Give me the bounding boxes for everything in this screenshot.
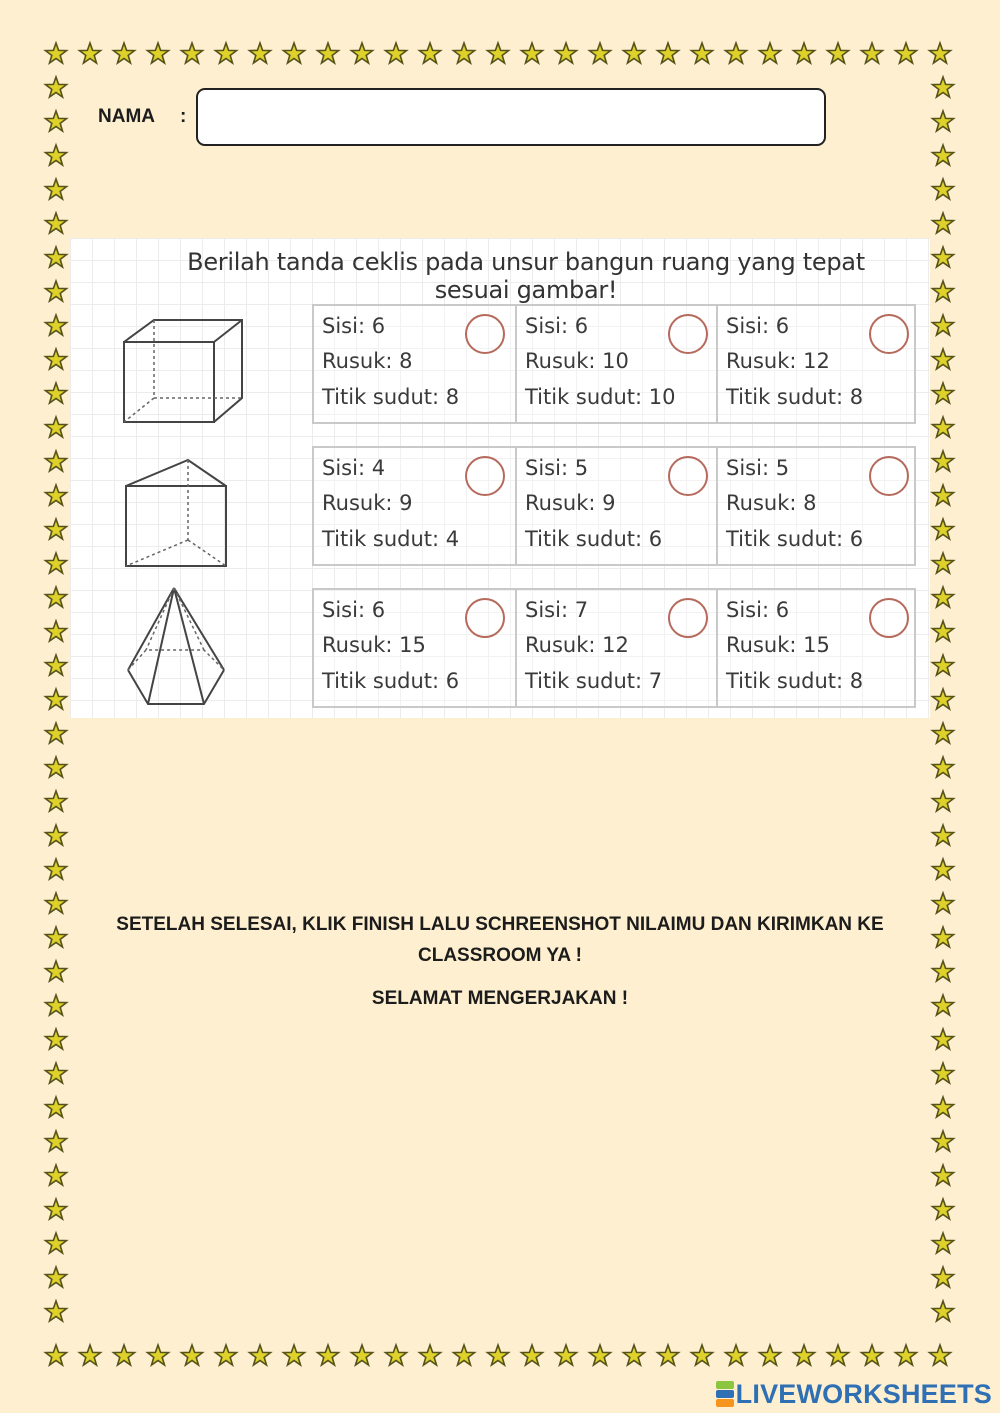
- star-icon: [933, 383, 954, 403]
- star-icon: [933, 825, 954, 845]
- star-icon: [933, 893, 954, 913]
- star-icon: [46, 621, 67, 641]
- name-input[interactable]: [196, 88, 826, 146]
- star-icon: [896, 1345, 917, 1365]
- star-icon: [590, 1345, 611, 1365]
- star-icon: [933, 1301, 954, 1321]
- answer-option: [716, 306, 917, 422]
- star-icon: [933, 1165, 954, 1185]
- star-icon: [933, 723, 954, 743]
- star-icon: [933, 757, 954, 777]
- option-rusuk: Rusuk: 15: [322, 633, 426, 657]
- star-icon: [933, 553, 954, 573]
- option-sisi: Sisi: 6: [525, 314, 589, 338]
- option-rusuk: Rusuk: 12: [726, 349, 830, 373]
- star-icon: [933, 1267, 954, 1287]
- answer-option: [314, 448, 515, 564]
- option-titik-sudut: Titik sudut: 6: [726, 527, 864, 551]
- star-icon: [114, 1345, 135, 1365]
- star-icon: [933, 689, 954, 709]
- star-icon: [933, 1131, 954, 1151]
- star-icon: [46, 1345, 67, 1365]
- option-sisi: Sisi: 6: [726, 314, 790, 338]
- closing-message: SELAMAT MENGERJAKAN !: [371, 988, 629, 1009]
- star-icon: [933, 315, 954, 335]
- star-icon: [933, 111, 954, 131]
- option-rusuk: Rusuk: 15: [726, 633, 830, 657]
- star-icon: [933, 281, 954, 301]
- star-icon: [488, 1345, 509, 1365]
- option-sisi: Sisi: 6: [322, 598, 386, 622]
- star-icon: [216, 1345, 237, 1365]
- star-icon: [46, 519, 67, 539]
- star-icon: [488, 43, 509, 63]
- option-titik-sudut: Titik sudut: 6: [525, 527, 663, 551]
- option-titik-sudut: Titik sudut: 4: [322, 527, 460, 551]
- option-rusuk: Rusuk: 9: [525, 491, 616, 515]
- star-icon: [46, 893, 67, 913]
- star-icon: [46, 77, 67, 97]
- star-icon: [46, 757, 67, 777]
- star-icon: [148, 43, 169, 63]
- liveworksheets-branding[interactable]: [716, 1377, 992, 1411]
- star-icon: [386, 43, 407, 63]
- worksheet-title: Berilah tanda ceklis pada unsur bangun ruang yang tepat sesuai gambar!: [187, 248, 865, 304]
- star-icon: [933, 519, 954, 539]
- star-icon: [318, 43, 339, 63]
- star-icon: [760, 1345, 781, 1365]
- star-icon: [46, 1097, 67, 1117]
- star-icon: [933, 179, 954, 199]
- star-icon: [46, 213, 67, 233]
- star-icon: [46, 315, 67, 335]
- star-icon: [46, 451, 67, 471]
- star-icon: [148, 1345, 169, 1365]
- star-icon: [590, 43, 611, 63]
- pentagonal-pyramid-icon: [124, 584, 228, 708]
- option-titik-sudut: Titik sudut: 6: [322, 669, 460, 693]
- star-icon: [760, 43, 781, 63]
- option-sisi: Sisi: 6: [726, 598, 790, 622]
- star-icon: [933, 145, 954, 165]
- star-icon: [250, 43, 271, 63]
- star-icon: [933, 247, 954, 267]
- star-icon: [933, 417, 954, 437]
- checkbox-circle[interactable]: [668, 598, 708, 638]
- instruction-line-2: CLASSROOM YA !: [418, 945, 582, 966]
- checkbox-circle[interactable]: [869, 456, 909, 496]
- star-icon: [794, 1345, 815, 1365]
- star-icon: [46, 553, 67, 573]
- star-icon: [933, 655, 954, 675]
- star-icon: [46, 1063, 67, 1083]
- star-icon: [46, 655, 67, 675]
- star-icon: [933, 1233, 954, 1253]
- option-rusuk: Rusuk: 8: [726, 491, 817, 515]
- star-icon: [46, 961, 67, 981]
- star-icon: [933, 995, 954, 1015]
- star-icon: [46, 1199, 67, 1219]
- star-icon: [46, 111, 67, 131]
- star-icon: [828, 43, 849, 63]
- answer-row-pyramid: [312, 588, 916, 708]
- star-icon: [46, 587, 67, 607]
- star-icon: [46, 1165, 67, 1185]
- star-icon: [420, 43, 441, 63]
- star-icon: [114, 43, 135, 63]
- checkbox-circle[interactable]: [465, 314, 505, 354]
- star-icon: [933, 927, 954, 947]
- name-colon: :: [180, 106, 187, 127]
- star-icon: [46, 485, 67, 505]
- star-icon: [46, 791, 67, 811]
- liveworksheets-logo-icon: [716, 1381, 734, 1407]
- answer-row-prism: [312, 446, 916, 566]
- star-icon: [46, 995, 67, 1015]
- star-icon: [284, 43, 305, 63]
- answer-option: [515, 306, 716, 422]
- option-titik-sudut: Titik sudut: 10: [525, 385, 676, 409]
- star-icon: [624, 1345, 645, 1365]
- star-icon: [182, 43, 203, 63]
- option-sisi: Sisi: 5: [726, 456, 790, 480]
- answer-option: [515, 448, 716, 564]
- star-icon: [46, 145, 67, 165]
- triangular-prism-icon: [122, 456, 234, 570]
- star-icon: [386, 1345, 407, 1365]
- star-icon: [46, 179, 67, 199]
- star-icon: [862, 43, 883, 63]
- star-icon: [454, 43, 475, 63]
- star-icon: [933, 485, 954, 505]
- star-icon: [726, 43, 747, 63]
- star-icon: [454, 1345, 475, 1365]
- star-icon: [658, 43, 679, 63]
- star-icon: [46, 383, 67, 403]
- star-icon: [46, 1301, 67, 1321]
- star-icon: [933, 1199, 954, 1219]
- option-titik-sudut: Titik sudut: 8: [322, 385, 460, 409]
- star-icon: [80, 43, 101, 63]
- checkbox-circle[interactable]: [869, 598, 909, 638]
- star-icon: [933, 791, 954, 811]
- brand-name: LIVEWORKSHEETS: [735, 1378, 992, 1409]
- star-icon: [522, 43, 543, 63]
- star-icon: [933, 213, 954, 233]
- star-icon: [182, 1345, 203, 1365]
- star-icon: [933, 1063, 954, 1083]
- star-icon: [46, 1131, 67, 1151]
- star-icon: [46, 825, 67, 845]
- star-icon: [726, 1345, 747, 1365]
- option-rusuk: Rusuk: 12: [525, 633, 629, 657]
- name-label: NAMA: [98, 106, 155, 127]
- checkbox-circle[interactable]: [465, 456, 505, 496]
- star-icon: [46, 1267, 67, 1287]
- star-icon: [930, 43, 951, 63]
- star-icon: [46, 43, 67, 63]
- star-icon: [933, 587, 954, 607]
- option-sisi: Sisi: 4: [322, 456, 386, 480]
- star-icon: [46, 689, 67, 709]
- star-icon: [46, 349, 67, 369]
- star-icon: [933, 1029, 954, 1049]
- option-sisi: Sisi: 7: [525, 598, 589, 622]
- star-icon: [352, 43, 373, 63]
- star-icon: [216, 43, 237, 63]
- star-icon: [692, 43, 713, 63]
- checkbox-circle[interactable]: [668, 456, 708, 496]
- star-icon: [828, 1345, 849, 1365]
- option-rusuk: Rusuk: 9: [322, 491, 413, 515]
- star-icon: [896, 43, 917, 63]
- star-icon: [933, 621, 954, 641]
- answer-option: [515, 590, 716, 706]
- star-icon: [658, 1345, 679, 1365]
- star-icon: [556, 43, 577, 63]
- star-icon: [933, 961, 954, 981]
- star-icon: [933, 859, 954, 879]
- star-icon: [522, 1345, 543, 1365]
- star-icon: [692, 1345, 713, 1365]
- star-icon: [46, 1233, 67, 1253]
- option-titik-sudut: Titik sudut: 8: [726, 385, 864, 409]
- star-icon: [794, 43, 815, 63]
- checkbox-circle[interactable]: [668, 314, 708, 354]
- star-icon: [624, 43, 645, 63]
- option-titik-sudut: Titik sudut: 7: [525, 669, 663, 693]
- star-icon: [46, 859, 67, 879]
- checkbox-circle[interactable]: [869, 314, 909, 354]
- star-icon: [46, 927, 67, 947]
- star-icon: [46, 1029, 67, 1049]
- option-titik-sudut: Titik sudut: 8: [726, 669, 864, 693]
- star-icon: [933, 451, 954, 471]
- worksheet-image: [70, 238, 930, 718]
- star-icon: [318, 1345, 339, 1365]
- star-icon: [420, 1345, 441, 1365]
- star-icon: [46, 281, 67, 301]
- cube-icon: [120, 316, 250, 428]
- option-sisi: Sisi: 6: [322, 314, 386, 338]
- star-icon: [250, 1345, 271, 1365]
- star-icon: [933, 1097, 954, 1117]
- option-rusuk: Rusuk: 8: [322, 349, 413, 373]
- star-icon: [46, 247, 67, 267]
- star-icon: [933, 77, 954, 97]
- star-icon: [46, 723, 67, 743]
- star-icon: [933, 349, 954, 369]
- answer-option: [314, 590, 515, 706]
- star-icon: [556, 1345, 577, 1365]
- star-icon: [862, 1345, 883, 1365]
- answer-option: [716, 448, 917, 564]
- star-icon: [284, 1345, 305, 1365]
- option-rusuk: Rusuk: 10: [525, 349, 629, 373]
- answer-option: [314, 306, 515, 422]
- star-icon: [46, 417, 67, 437]
- star-icon: [930, 1345, 951, 1365]
- answer-row-cube: [312, 304, 916, 424]
- option-sisi: Sisi: 5: [525, 456, 589, 480]
- instruction-line-1: SETELAH SELESAI, KLIK FINISH LALU SCHREENSHOT NILAIMU DAN KIRIMKAN KE: [116, 914, 884, 935]
- answer-option: [716, 590, 917, 706]
- star-icon: [80, 1345, 101, 1365]
- checkbox-circle[interactable]: [465, 598, 505, 638]
- star-icon: [352, 1345, 373, 1365]
